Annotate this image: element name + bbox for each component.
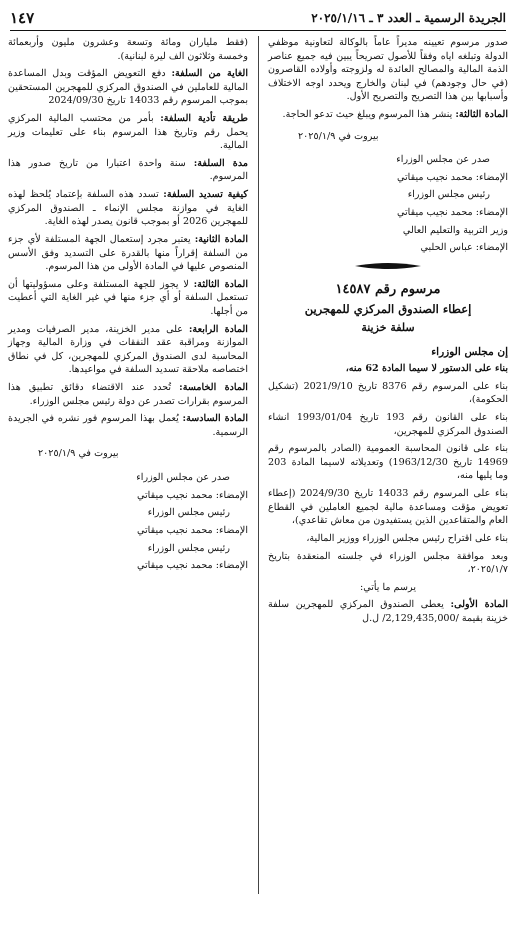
article-text: تُحدد عند الاقتضاء دقائق تطبيق هذا المرسوم بقرارات تصدر عن دولة رئيس مجلس الوزراء. [8,382,248,407]
article-label: المادة الثانية: [194,233,248,245]
article-3 [268,108,508,122]
signature-line: الإمضاء: محمد نجيب ميقاتي [137,560,248,572]
clause-repay [8,188,248,229]
preamble-item: بناء على المرسوم رقم 8376 تاريخ 2021/9/10 (تشكيل الحكومة)، [268,380,508,406]
council-heading: إن مجلس الوزراء [431,346,508,359]
section-separator [353,261,423,271]
article-label: المادة الأولى: [450,599,508,611]
article-4 [8,323,248,377]
signature-line: الإمضاء: عباس الحلبي [420,242,508,254]
article-label: المادة الخامسة: [179,382,248,394]
article-label: المادة الرابعة: [188,323,248,335]
article-text: على مدير الخزينة، مدير الصرفيات ومدير الموازنة ومراقبة عقد النفقات في وزارة المالية وجهاز المحاسبة لدى الصندوق المركزي للمهجرين، كل في نطاق اختصاصه ملاحقة تسديد السلفة في مواعيدها. [8,323,248,376]
left-column [8,36,248,579]
signature-line: رئيس مجلس الوزراء [147,542,230,554]
clause-label: مدة السلفة: [193,157,248,169]
signature-line: رئيس مجلس الوزراء [407,189,490,201]
signature-line: صدر عن مجلس الوزراء [136,472,230,484]
article-label: المادة الثالثة: [193,278,248,290]
gazette-title: الجريدة الرسمية ـ العدد ٣ ـ ٢٠٢٥/١/١٦ [311,11,506,25]
article-2 [8,233,248,274]
clause-goal [8,67,248,108]
clause-text: دفع التعويض المؤقت وبدل المساعدة المالية للعاملين في الصندوق المركزي للمهجرين المستحقين بموجب المرسوم رقم 14033 تاريخ 2024/09/30 [8,68,248,107]
clause-label: كيفية تسديد السلفة: [163,189,248,201]
article-text: يُعمل بهذا المرسوم فور نشره في الجريدة الرسمية. [8,413,248,438]
article-text: لا يجوز للجهة المستلفة وعلى مسؤوليتها أن تستعمل السلفة أو أي جزء منها في غير الغاية التي أعطيت من أجلها. [8,278,248,317]
article-label: المادة السادسة: [182,413,248,425]
signature-line: رئيس مجلس الوزراء [147,507,230,519]
page-number: ١٤٧ [10,9,35,27]
preamble-item: بناء على الدستور لا سيما المادة 62 منه، [345,363,508,375]
clause-text: تسدد هذه السلفة بإعتماد يُلحظ لهذه الغاية في موازنة مجلس الإنماء ـ الصندوق المركزي للمهجرين 2026 أو بموجب قانون يصدر لهذه الغاية. [8,189,248,228]
signature-line: الإمضاء: محمد نجيب ميقاتي [137,489,248,501]
article-text: يعطى الصندوق المركزي للمهجرين سلفة خزينة بقيمة /2,129,435,000/ ل.ل [268,599,508,624]
article-3 [8,278,248,319]
clause-label: طريقة تأدية السلفة: [160,113,248,125]
preamble-item: بناء على القانون رقم 193 تاريخ 1993/01/04 انشاء الصندوق المركزي للمهجرين، [268,412,508,437]
signature-line: وزير التربية والتعليم العالي [402,224,508,236]
signature-line: صدر عن مجلس الوزراء [396,154,490,166]
issue-date: بيروت في ٢٠٢٥/١/٩ [298,130,379,142]
article-text: يعتبر مجرد إستعمال الجهة المستلفة لأي جزء من السلفة إقراراً منها بالقدرة على التسديد وفق الأسس المنصوص عليها في المادة الأولى من هذا المرسوم. [8,233,248,273]
decree-number: مرسوم رقم ١٤٥٨٧ [335,281,441,297]
signature-line: الإمضاء: محمد نجيب ميقاتي [397,171,508,183]
signature-line: الإمضاء: محمد نجيب ميقاتي [397,207,508,219]
preamble-item: بناء على اقتراح رئيس مجلس الوزراء ووزير المالية، [306,532,508,544]
article-1 [268,598,508,625]
article-6 [8,412,248,439]
preamble-item: وبعد موافقة مجلس الوزراء في جلسته المنعقدة بتاريخ ٢٠٢٥/١/٧، [268,550,508,576]
clause-method [8,112,248,153]
column-divider [258,36,259,894]
clause-term [8,157,248,184]
page-header [10,6,506,31]
signature-block [8,471,248,573]
article-label: المادة الثالثة: [455,109,508,121]
article-5 [8,381,248,408]
clause-text: بأمر من محتسب المالية المركزي يحمل رقم وتاريخ هذا المرسوم بناء على تعليمات وزير المالية. [8,113,248,152]
paragraph: (فقط ملياران ومائة وتسعة وعشرون مليون وأربعمائة وخمسة وثلاثون الف ليرة لبنانية). [8,37,248,62]
preamble-item: بناء على المرسوم رقم 14033 تاريخ 2024/9/30 (إعطاء تعويض مؤقت ومساعدة مالية لجميع العاملين في القطاع العام والمتقاعدين الذين يستفيدون من معاش تقاعدي)، [268,488,508,527]
issue-date: بيروت في ٢٠٢٥/١/٩ [38,448,119,460]
paragraph: صدور مرسوم تعيينه مديراً عاماً بالوكالة لتعاونية موظفي الدولة وتبلغه اياه وفقاً للأصول تصريحاً يبين فيه جميع عناصر الذمة المالية والمصالح العائدة له ولزوجته وأولاده القاصرون (في حال وجودهم) في لبنان والخارج ويحدد اوجه الاختلاف وأسبابها بين هذا التصريح والتصريح الأول. [268,37,508,103]
signature-block [268,153,508,255]
decree-subtitle: سلفة خزينة [361,320,415,334]
right-column [268,36,508,630]
signature-line: الإمضاء: محمد نجيب ميقاتي [137,524,248,536]
decree-title: إعطاء الصندوق المركزي للمهجرين [304,302,472,317]
clause-text: سنة واحدة اعتبارا من تاريخ صدور هذا المرسوم. [8,157,248,183]
decrees-line: يرسم ما يأتي: [359,581,417,593]
clause-label: الغاية من السلفة: [171,68,248,80]
article-text: ينشر هذا المرسوم ويبلغ حيث تدعو الحاجة. [282,109,453,121]
preamble-item: بناء على قانون المحاسبة العمومية (الصادر بالمرسوم رقم 14969 تاريخ 1963/12/30) وتعديلاته لاسيما المادة 203 وما يليها منه، [268,443,508,482]
